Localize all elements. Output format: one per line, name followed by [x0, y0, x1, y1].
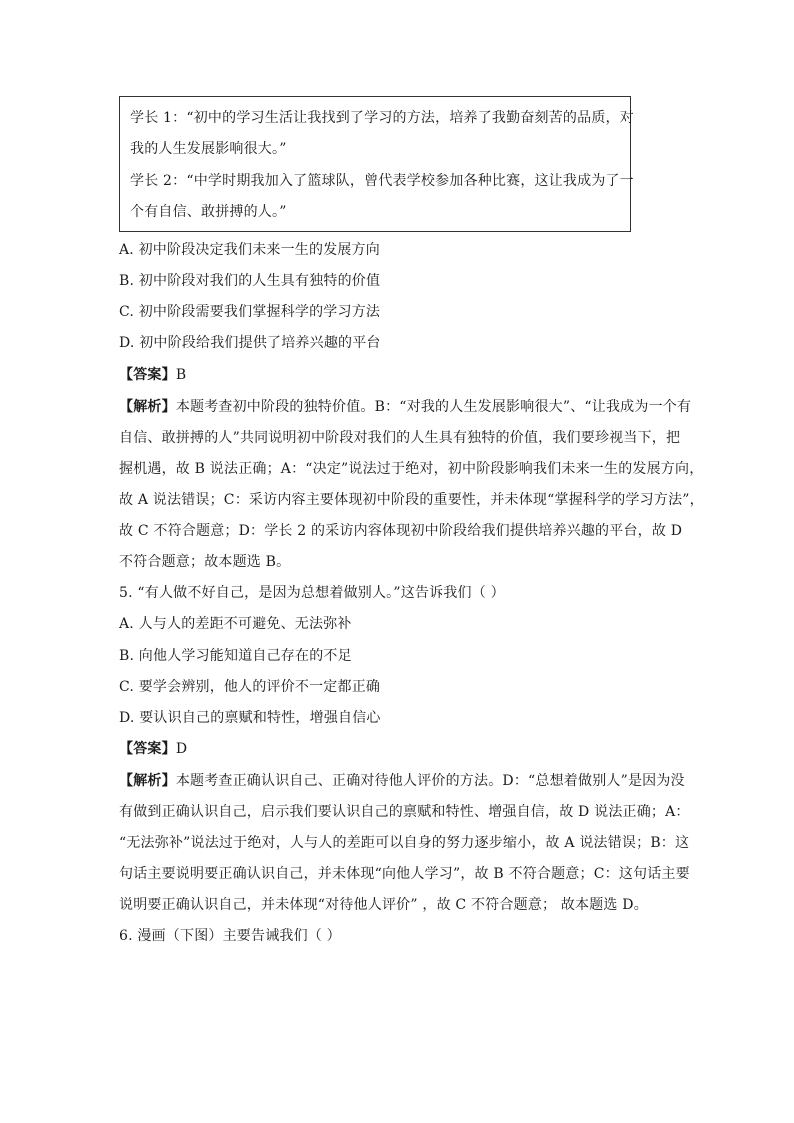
analysis-label: 【解析】 — [119, 399, 176, 415]
quote-line: 学长 1：“初中的学习生活让我找到了学习的方法，培养了我勤奋刻苦的品质，对 — [130, 110, 634, 126]
q5-option-d[interactable]: D. 要认识自己的禀赋和特性，增强自信心 — [119, 710, 381, 726]
q5-answer — [119, 740, 187, 758]
analysis-label: 【解析】 — [119, 773, 176, 789]
q5-analysis-line: 说明要正确认识自己，并未体现“对待他人评价” ，故 C 不符合题意； 故本题选 D。 — [119, 897, 648, 913]
q6-stem: 6. 漫画（下图）主要告诫我们（ ） — [119, 928, 341, 944]
q5-analysis-line: 句话主要说明要正确认识自己，并未体现“向他人学习”，故 B 不符合题意；C：这句话主要 — [119, 866, 690, 882]
q4-analysis-line: 握机遇，故 B 说法正确；A：“决定”说法过于绝对，初中阶段影响我们未来一生的发展方向， — [119, 461, 704, 477]
answer-value: B — [175, 367, 187, 383]
q4-answer — [119, 366, 186, 384]
q4-option-d[interactable]: D. 初中阶段给我们提供了培养兴趣的平台 — [119, 335, 381, 351]
quote-line: 我的人生发展影响很大。” — [130, 141, 287, 157]
quote-line: 学长 2：“中学时期我加入了篮球队，曾代表学校参加各种比赛，这让我成为了一 — [130, 173, 634, 189]
q4-analysis-line: 故 A 说法错误；C：采访内容主要体现初中阶段的重要性，并未体现“掌握科学的学习方法”， — [119, 492, 704, 508]
answer-label: 【答案】 — [119, 741, 176, 757]
q5-analysis-line: 有做到正确认识自己，启示我们要认识自己的禀赋和特性、增强自信，故 D 说法正确；A： — [119, 804, 690, 820]
q5-analysis-line: “无法弥补”说法过于绝对，人与人的差距可以自身的努力逐步缩小，故 A 说法错误；B：这 — [119, 835, 690, 851]
q4-option-b[interactable]: B. 初中阶段对我们的人生具有独特的价值 — [119, 273, 381, 289]
q5-option-b[interactable]: B. 向他人学习能知道自己存在的不足 — [119, 648, 352, 664]
q5-option-a[interactable]: A. 人与人的差距不可避免、无法弥补 — [119, 616, 352, 632]
q4-option-a[interactable]: A. 初中阶段决定我们未来一生的发展方向 — [119, 242, 381, 258]
q5-analysis-line: 【解析】本题考查正确认识自己、正确对待他人评价的方法。D：“总想着做别人”是因为没 — [119, 773, 685, 789]
q5-option-c[interactable]: C. 要学会辨别，他人的评价不一定都正确 — [119, 679, 381, 695]
q4-analysis-line: 不符合题意；故本题选 B。 — [119, 554, 291, 570]
quote-line: 个有自信、敢拼搏的人。” — [130, 204, 287, 220]
q4-analysis-line: 【解析】本题考查初中阶段的独特价值。B：“对我的人生发展影响很大”、“让我成为一个有 — [119, 399, 692, 415]
q4-option-c[interactable]: C. 初中阶段需要我们掌握科学的学习方法 — [119, 304, 381, 320]
answer-value: D — [175, 741, 188, 757]
q5-stem: 5. “有人做不好自己，是因为总想着做别人。”这告诉我们（ ） — [119, 585, 505, 601]
q4-analysis-line: 自信、敢拼搏的人”共同说明初中阶段对我们的人生具有独特的价值，我们要珍视当下，把 — [119, 430, 681, 446]
q4-analysis-line: 故 C 不符合题意；D：学长 2 的采访内容体现初中阶段给我们提供培养兴趣的平台，故 D — [119, 523, 683, 539]
answer-label: 【答案】 — [119, 367, 176, 383]
